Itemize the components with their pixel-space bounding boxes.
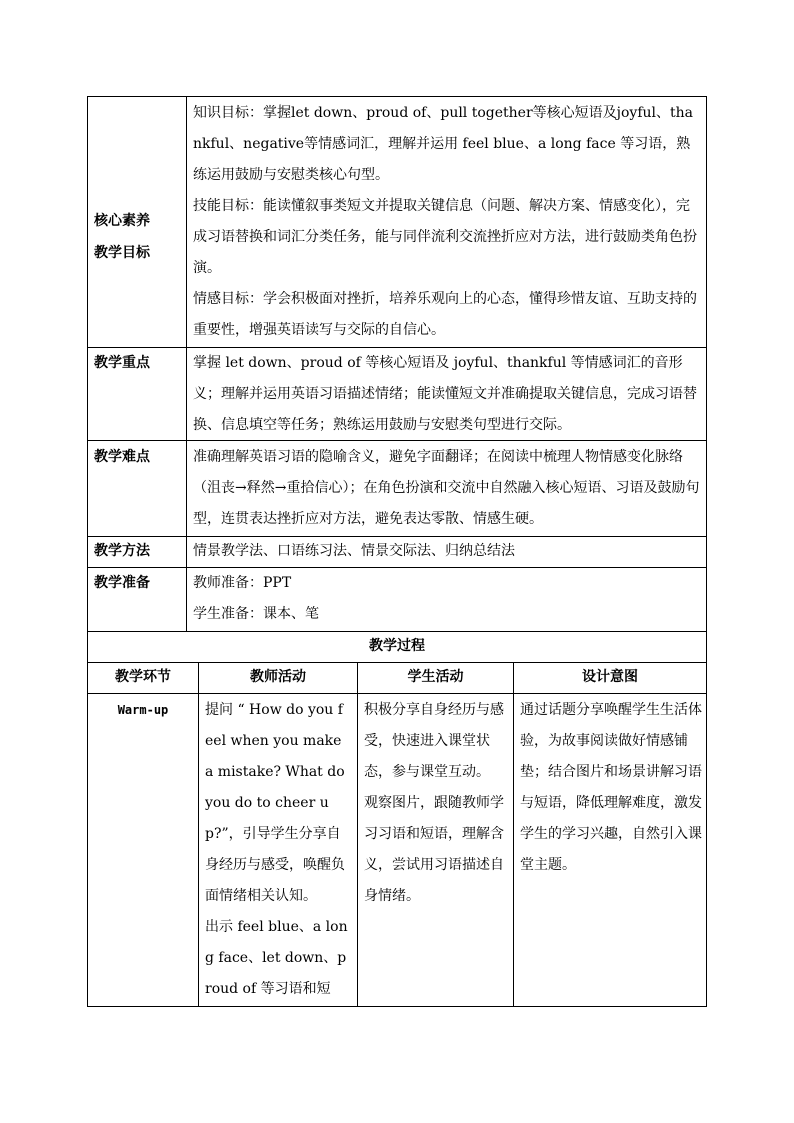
- emotion-goal: 情感目标：学会积极面对挫折，培养乐观向上的心态，懂得珍惜友谊、互助支持的重要性，增强英语读写与交际的自信心。: [193, 291, 697, 338]
- design-intent-cell: [520, 695, 702, 881]
- preparation-content: [193, 568, 702, 630]
- table-border: [198, 662, 199, 1007]
- design-intent-text: 通过话题分享唤醒学生生活体验，为故事阅读做好情感铺垫；结合图片和场景讲解习语与短语，降低理解难度，激发学生的学习兴趣，自然引入课堂主题。: [520, 702, 702, 873]
- header-stage: 教学环节: [115, 669, 171, 685]
- stage-warm-up: Warm-up: [117, 703, 169, 717]
- difficulties-text: 准确理解英语习语的隐喻含义，避免字面翻译；在阅读中梳理人物情感变化脉络（沮丧→释然→重拾信心）；在角色扮演和交流中自然融入核心短语、习语及鼓励句型，连贯表达挫折应对方法，避免表达零散、情感生硬。: [193, 449, 700, 527]
- methods-content: [193, 536, 702, 567]
- teacher-activity-text: 提问 “ How do you feel when you make a mistake? What do you do to cheer up?”，引导学生分享自身经历与感受，唤醒负面情绪相关认知。: [205, 702, 345, 904]
- skill-goal: 技能目标：能读懂叙事类短文并提取关键信息（问题、解决方案、情感变化），完成习语替换和词汇分类任务，能与同伴流利交流挫折应对方法，进行鼓励类角色扮演。: [193, 198, 697, 276]
- table-border: [87, 693, 707, 694]
- key-points-content: [193, 348, 702, 441]
- student-activity-text: 观察图片，跟随教师学习习语和短语，理解含义，尝试用习语描述自身情绪。: [364, 795, 504, 904]
- row-label-core-goals: [94, 205, 180, 269]
- header-student-activity: 学生活动: [407, 669, 464, 685]
- knowledge-goal: 知识目标：掌握let down、proud of、pull together等核心短语及joyful、thankful、negative等情感词汇，理解并运用 feel blue、a long face 等习语，熟练运用鼓励与安慰类核心句型。: [193, 105, 693, 183]
- teacher-preparation: 教师准备：PPT: [193, 575, 292, 591]
- student-preparation: 学生准备：课本、笔: [193, 606, 319, 622]
- student-activity-cell: [364, 695, 508, 912]
- table-border: [87, 1006, 707, 1007]
- row-label-key-points: 教学重点: [94, 355, 150, 371]
- table-border: [87, 96, 707, 97]
- row-label-methods: 教学方法: [94, 543, 150, 559]
- row-label-preparation: 教学准备: [94, 575, 150, 591]
- header-teacher-activity: 教师活动: [250, 669, 306, 685]
- table-border: [87, 96, 88, 632]
- table-border: [513, 662, 514, 1007]
- process-title: 教学过程: [369, 638, 425, 654]
- row-label-line: 核心素养: [94, 213, 150, 229]
- table-border: [706, 631, 707, 1007]
- core-goals-content: [193, 98, 702, 346]
- table-border: [357, 662, 358, 1007]
- teacher-activity-text: 出示 feel blue、a long face、let down、proud of 等习语和短: [205, 919, 348, 997]
- row-label-line: 教学目标: [94, 245, 150, 261]
- teacher-activity-cell: [205, 695, 351, 1005]
- difficulties-content: [193, 442, 702, 535]
- methods-text: 情景教学法、口语练习法、情景交际法、归纳总结法: [193, 543, 515, 559]
- row-label-difficulties: 教学难点: [94, 449, 150, 465]
- header-design-intent: 设计意图: [582, 669, 638, 685]
- table-border: [186, 96, 187, 632]
- table-border: [706, 96, 707, 632]
- key-points-text: 掌握 let down、proud of 等核心短语及 joyful、thankful 等情感词汇的音形义；理解并运用英语习语描述情绪；能读懂短文并准确提取关键信息，完成习语替换、信息填空等任务；熟练运用鼓励与安慰类句型进行交际。: [193, 355, 697, 433]
- student-activity-text: 积极分享自身经历与感受，快速进入课堂状态，参与课堂互动。: [364, 702, 504, 780]
